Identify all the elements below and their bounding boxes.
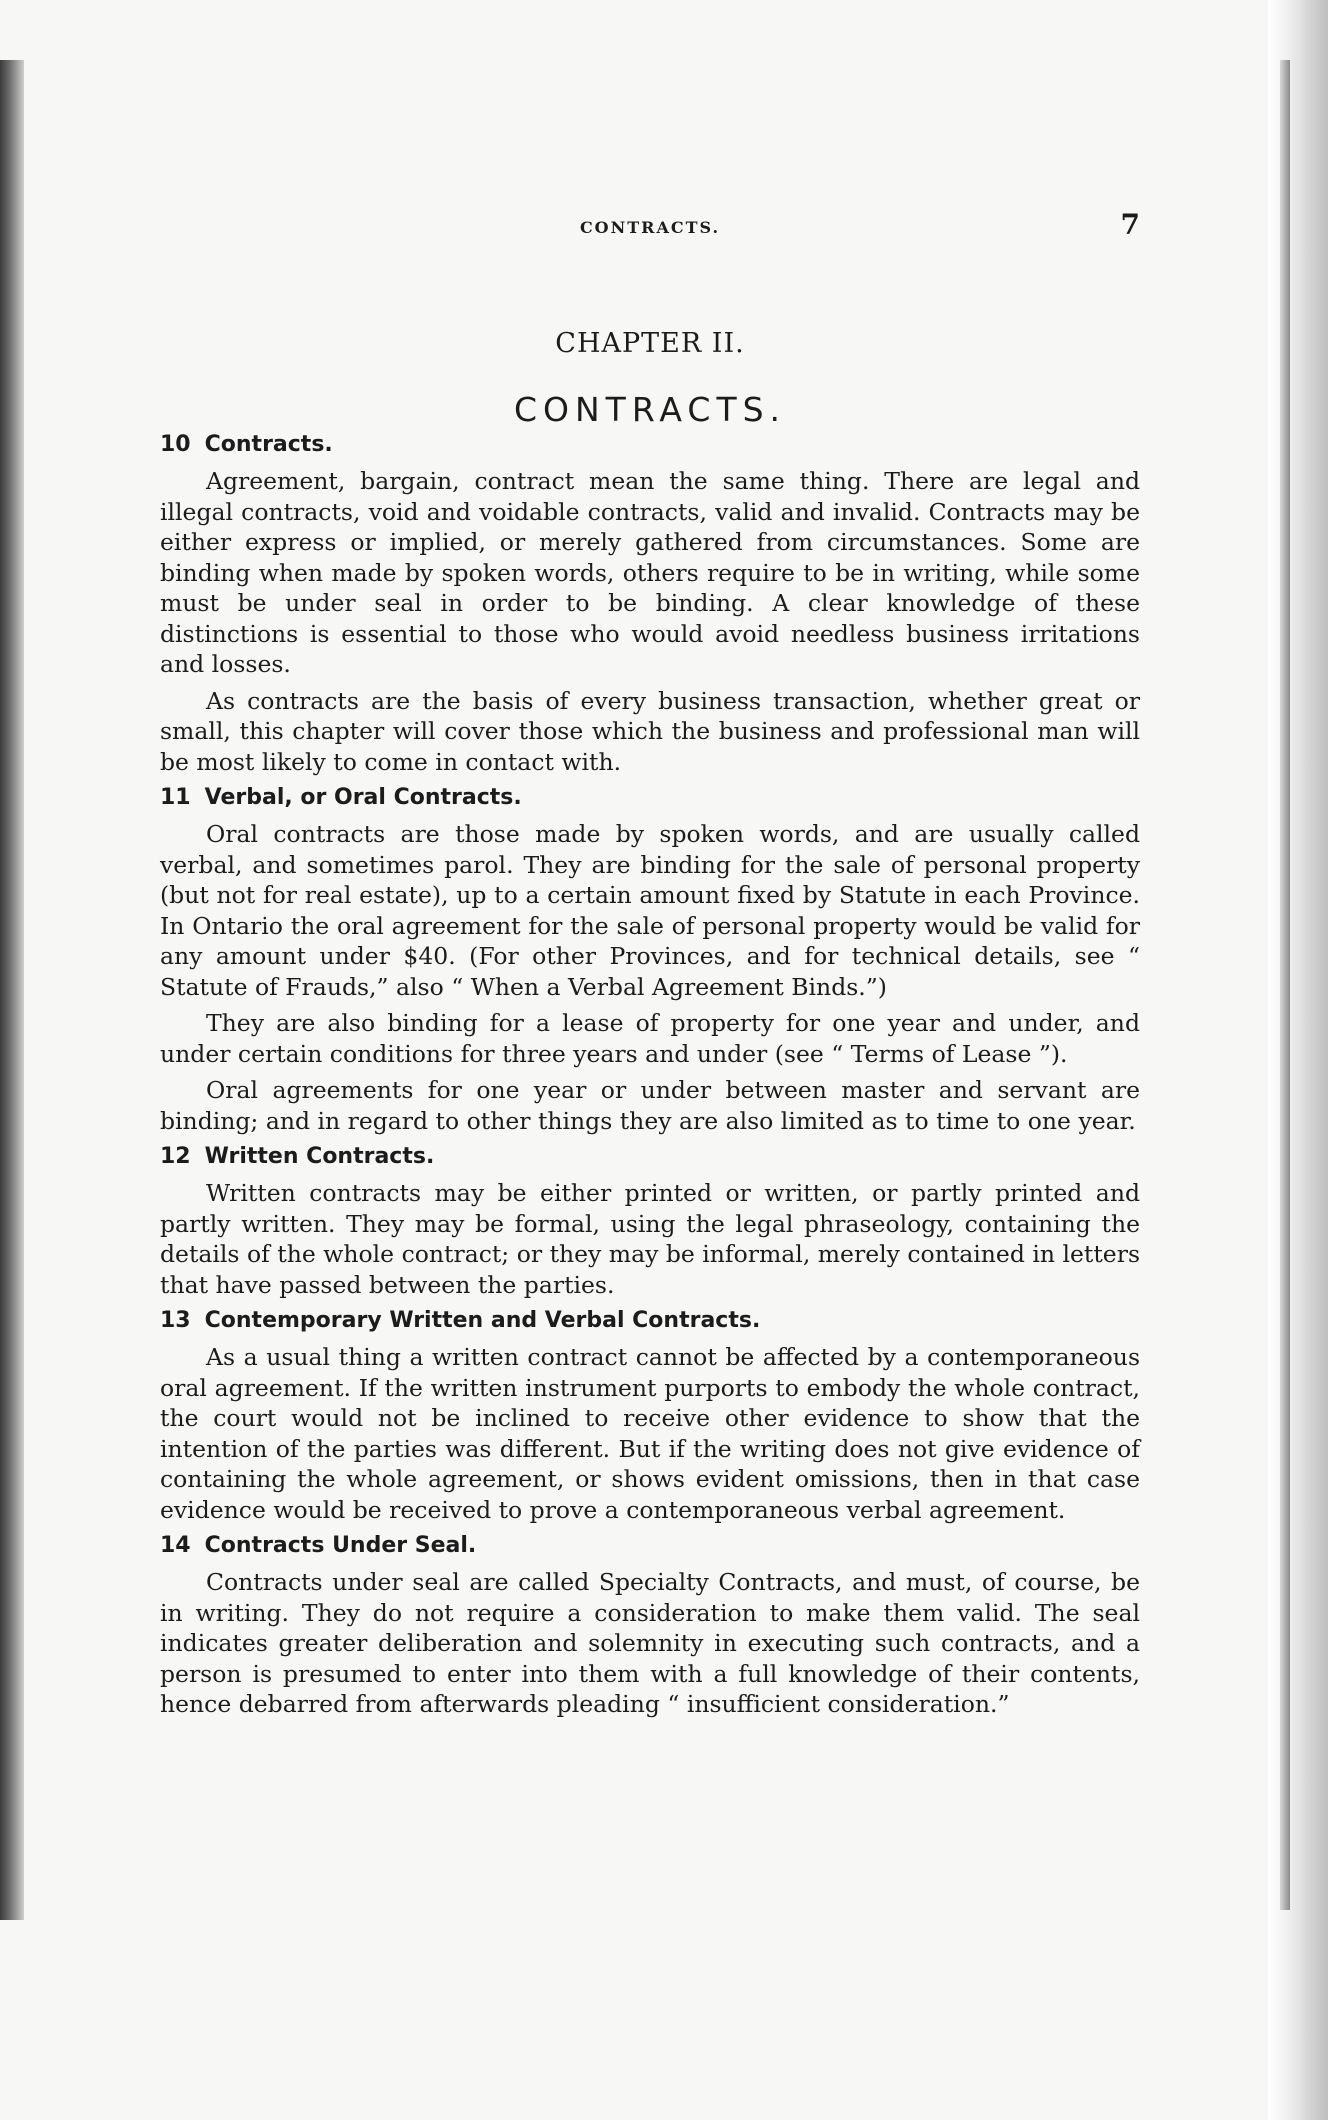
- section-number: 12: [160, 1144, 191, 1169]
- section-14: [160, 1531, 1140, 1720]
- chapter-title: CONTRACTS.: [513, 390, 787, 429]
- section-title: Contracts Under Seal.: [204, 1533, 477, 1558]
- right-page-edge: [1268, 0, 1328, 2120]
- paragraph: Oral agreements for one year or under between master and servant are binding; and in regard to other things they are also limited as to time to one year.: [160, 1076, 1140, 1135]
- paragraph: As a usual thing a written contract cannot be affected by a contemporaneous oral agreement. If the written instrument purports to embody the whole contract, the court would not be inclined to receive other evidence to show that the intention of the parties was different. But if the writing does not give evidence of containing the whole agreement, or shows evident omissions, then in that case evidence would be received to prove a contemporaneous verbal agreement.: [160, 1343, 1140, 1524]
- section-heading: [160, 1142, 1140, 1172]
- page-body: [160, 430, 1140, 1726]
- section-number: 14: [160, 1533, 191, 1558]
- paragraph: Contracts under seal are called Specialty Contracts, and must, of course, be in writing. They do not require a consideration to make them valid. The seal indicates greater deliberation and solemnity in executing such contracts, and a person is presumed to enter into them with a full knowledge of their contents, hence debarred from afterwards pleading “ insufficient consideration.”: [160, 1568, 1140, 1718]
- section-title: Written Contracts.: [204, 1144, 435, 1169]
- section-13: [160, 1306, 1140, 1525]
- section-12: [160, 1142, 1140, 1300]
- chapter-number: CHAPTER II.: [555, 328, 745, 359]
- section-number: 10: [160, 432, 191, 457]
- section-title: Contracts.: [204, 432, 333, 457]
- left-page-edge: [0, 60, 24, 1920]
- section-heading: [160, 1531, 1140, 1561]
- section-heading: [160, 430, 1140, 460]
- section-heading: [160, 783, 1140, 813]
- section-10: [160, 430, 1140, 777]
- right-page-shadow: [1280, 60, 1290, 1910]
- paragraph: Written contracts may be either printed or written, or partly printed and partly written. They may be formal, using the legal phraseology, containing the details of the whole contract; or they may be informal, merely contained in letters that have passed between the parties.: [160, 1179, 1140, 1299]
- section-title: Verbal, or Oral Contracts.: [204, 785, 522, 810]
- paragraph: They are also binding for a lease of property for one year and under, and under certain conditions for three years and under (see “ Terms of Lease ”).: [160, 1009, 1140, 1068]
- paragraph: Oral contracts are those made by spoken words, and are usually called verbal, and sometimes parol. They are binding for the sale of personal property (but not for real estate), up to a certain amount fixed by Statute in each Province. In Ontario the oral agreement for the sale of personal property would be valid for any amount under $40. (For other Provinces, and for technical details, see “ Statute of Frauds,” also “ When a Verbal Agreement Binds.”): [160, 820, 1140, 1001]
- paragraph: Agreement, bargain, contract mean the same thing. There are legal and illegal contracts, void and voidable contracts, valid and invalid. Contracts may be either express or implied, or merely gathered from circumstances. Some are binding when made by spoken words, others require to be in writing, while some must be under seal in order to be binding. A clear knowledge of these distinctions is essential to those who would avoid needless business irritations and losses.: [160, 467, 1140, 678]
- page-header: [160, 208, 1140, 254]
- paragraph: As contracts are the basis of every business transaction, whether great or small, this chapter will cover those which the business and professional man will be most likely to come in contact with.: [160, 686, 1140, 776]
- section-11: [160, 783, 1140, 1136]
- section-heading: [160, 1306, 1140, 1336]
- section-number: 13: [160, 1308, 191, 1333]
- section-number: 11: [160, 785, 191, 810]
- section-title: Contemporary Written and Verbal Contracts.: [204, 1308, 761, 1333]
- running-head: CONTRACTS.: [579, 218, 721, 237]
- page-number: 7: [1120, 208, 1140, 241]
